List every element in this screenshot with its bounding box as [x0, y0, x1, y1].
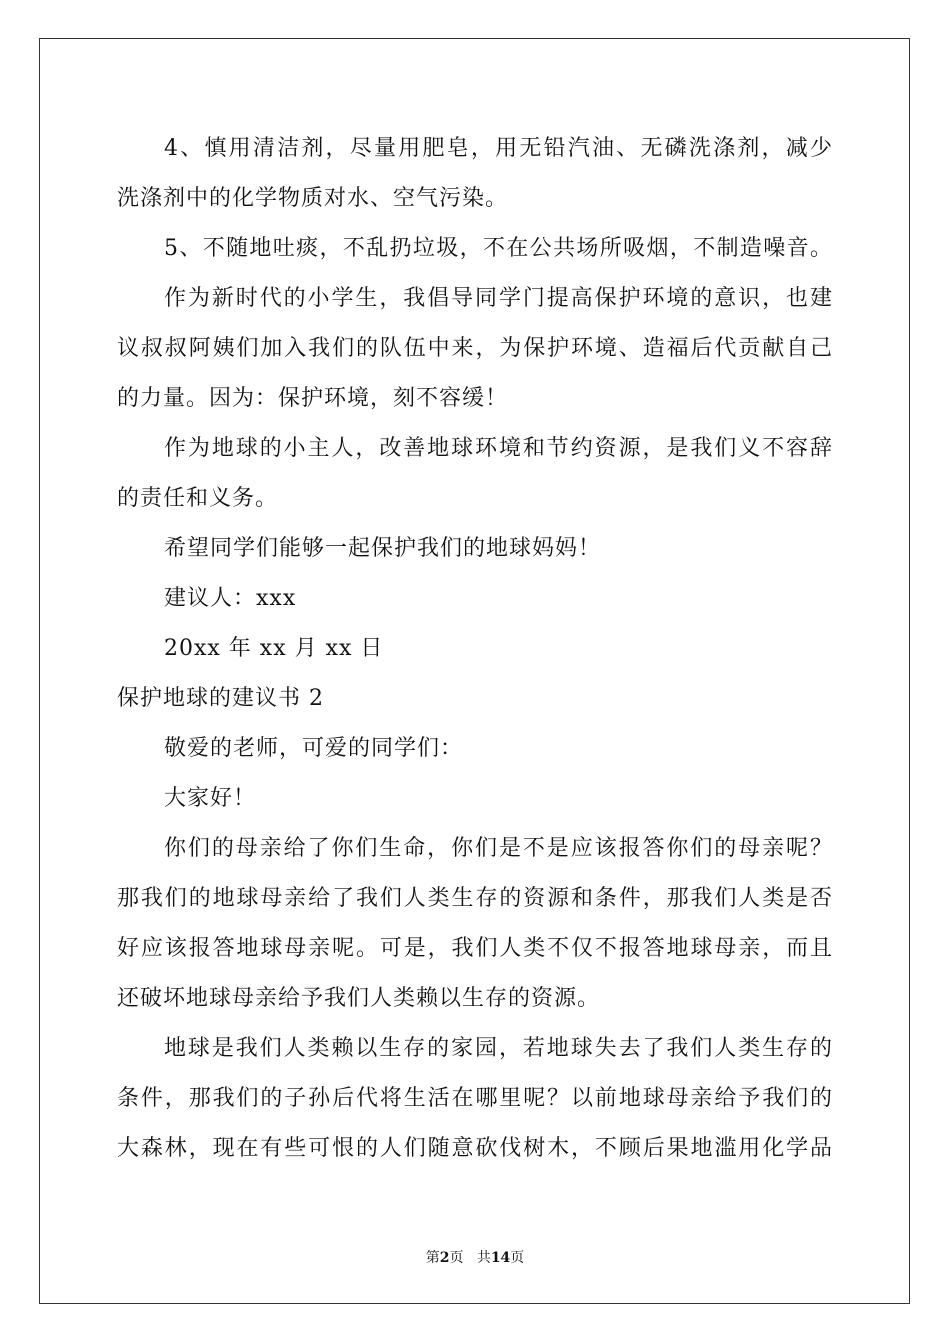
greeting: 大家好！ — [164, 786, 257, 811]
text-line: 洗涤剂中的化学物质对水、空气污染。 — [117, 186, 509, 211]
text-line: 那我们的地球母亲给了我们人类生存的资源和条件，那我们人类是否 — [117, 886, 833, 911]
text-line: 好应该报答地球母亲呢。可是，我们人类不仅不报答地球母亲，而且 — [117, 936, 833, 961]
text-line: 条件，那我们的子孙后代将生活在哪里呢？以前地球母亲给予我们的 — [117, 1086, 833, 1111]
footer-total-unit: 页 — [510, 1250, 525, 1266]
footer-total-pages: 14 — [490, 1250, 511, 1266]
text-line: 还破坏地球母亲给予我们人类赖以生存的资源。 — [117, 986, 601, 1011]
page-footer — [0, 1247, 950, 1267]
signatory-line: 建议人：xxx — [164, 586, 297, 611]
text-line: 大森林，现在有些可恨的人们随意砍伐树木，不顾后果地滥用化学品 — [117, 1136, 833, 1161]
text-line: 5、不随地吐痰，不乱扔垃圾，不在公共场所吸烟，不制造噪音。 — [164, 236, 833, 261]
text-line: 议叔叔阿姨们加入我们的队伍中来，为保护环境、造福后代贡献自己 — [117, 336, 833, 361]
text-line: 地球是我们人类赖以生存的家园，若地球失去了我们人类生存的 — [164, 1036, 833, 1061]
date-line: 20xx 年 xx 月 xx 日 — [164, 636, 384, 661]
text-line: 4、慎用清洁剂，尽量用肥皂，用无铅汽油、无磷洗涤剂，减少 — [164, 136, 833, 161]
text-line: 作为地球的小主人，改善地球环境和节约资源，是我们义不容辞 — [164, 436, 833, 461]
text-line: 的责任和义务。 — [117, 486, 279, 511]
text-line: 的力量。因为：保护环境，刻不容缓！ — [117, 386, 509, 411]
document-body — [117, 124, 833, 1174]
text-line: 希望同学们能够一起保护我们的地球妈妈！ — [164, 536, 602, 561]
text-line: 你们的母亲给了你们生命，你们是不是应该报答你们的母亲呢？ — [164, 836, 833, 861]
footer-page-prefix: 第 — [425, 1250, 440, 1266]
footer-page-unit: 页 — [449, 1250, 464, 1266]
section-heading: 保护地球的建议书 2 — [117, 686, 324, 711]
footer-page-number: 2 — [439, 1250, 450, 1266]
salutation: 敬爱的老师，可爱的同学们： — [164, 736, 464, 761]
footer-total-prefix: 共 — [476, 1250, 491, 1266]
text-line: 作为新时代的小学生，我倡导同学门提高保护环境的意识，也建 — [164, 286, 833, 311]
